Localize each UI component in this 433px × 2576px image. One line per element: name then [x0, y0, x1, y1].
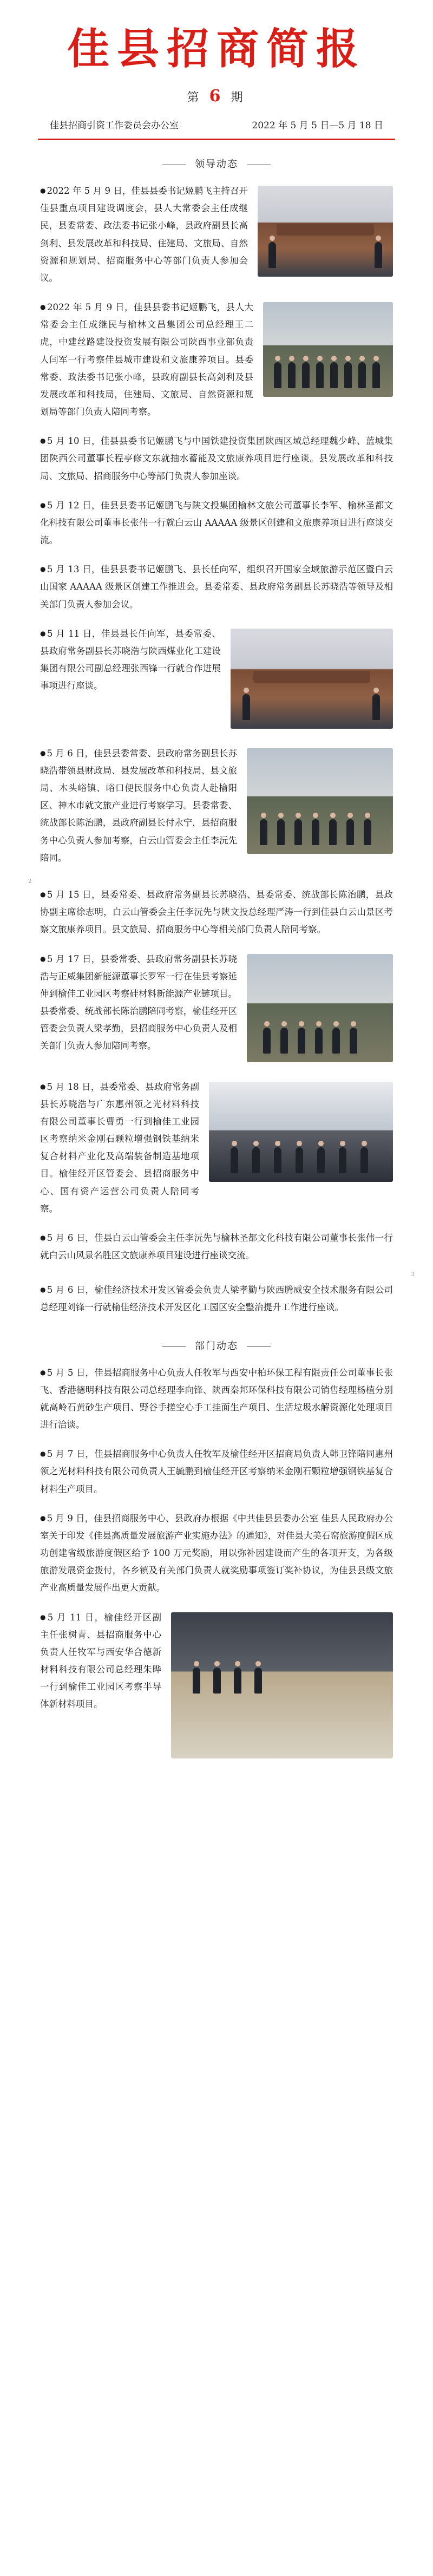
news-item	[40, 433, 393, 485]
news-text: 5 月 12 日，佳县县委书记姬鹏飞与陕文投集团榆林文旅公司董事长李军、榆林圣都文化科技有限公司董事长张伟一行就白云山 AAAAA 级景区创建和文旅康养项目进行座谈交流。	[40, 500, 393, 546]
section-title-leaders	[0, 156, 433, 171]
bullet-icon: ●	[40, 629, 47, 637]
bullet-icon: ●	[40, 437, 46, 445]
bullet-icon: ●	[40, 1613, 47, 1621]
news-photo-meeting	[258, 186, 393, 277]
newsletter-title: 佳县招商简报	[67, 25, 366, 74]
photo-person	[234, 1668, 241, 1694]
news-text: 5 月 18 日，县委常委、县政府常务副县长苏晓浩与广东惠州领之光材料科技有限公司董事长曹勇一行到榆佳工业园区考察纳米金刚石颗粒增强钢铁基纳米复合材料产业化及高端装备制造基地项目。榆佳经开区管委会、县招商服务中心、国有资产运营公司负责人陪同考察。	[40, 1081, 199, 1214]
bullet-icon: ●	[40, 1514, 46, 1522]
news-item	[40, 1078, 393, 1218]
photo-table	[253, 671, 370, 683]
photo-person	[260, 819, 267, 845]
news-text: 5 月 9 日，佳县招商服务中心、县政府办根据《中共佳县县委办公室 佳县人民政府办公室关于印发《佳县高质量发展旅游产业实施办法》的通知》，对佳县大美石窑旅游度假区成功创建省级旅游度假区给予 100 万元奖励，用以弥补因建设而产生的各项开支，为各级旅游发展资金拨付，各乡镇及有关部门负责人就奖励事项签订奖补协议，为佳县县级文旅产业高质量发展作出更大贡献。	[40, 1513, 393, 1593]
issue-prefix: 第	[187, 91, 202, 104]
news-photo-hall	[209, 1082, 393, 1182]
news-text: 5 月 10 日，佳县县委书记姬鹏飞与中国铁建投资集团陕西区域总经理魏少峰、蓝城集团陕西公司董事长程亭修文东就抽水蓄能及文旅康养项目进行座谈。县发展改革和科技局、文旅局、招商服务中心等部门负责人参加座谈。	[40, 436, 393, 481]
photo-person	[315, 1028, 323, 1054]
photo-person	[375, 242, 382, 268]
news-text: 5 月 11 日，榆佳经开区副主任张树青、县招商服务中心负责人任牧军与西安华合德新材料科技有限公司总经理朱晔一行到榆佳工业园区考察半导体新材料项目。	[40, 1612, 161, 1710]
photo-person	[302, 362, 310, 388]
date-range: 2022 年 5 月 5 日—5 月 18 日	[252, 120, 383, 131]
department-news	[0, 1364, 433, 1763]
bullet-icon: ●	[40, 187, 46, 194]
photo-person	[346, 819, 354, 845]
news-text: 5 月 6 日，佳县白云山管委会主任李沅先与榆林圣都文化科技有限公司董事长张伟一行就白云山风景名胜区文旅康养项目建设进行座谈交流。	[40, 1232, 393, 1261]
news-item	[40, 1609, 393, 1763]
news-text: 5 月 6 日，佳县县委常委、县政府常务副县长苏晓浩带领县财政局、县发展改革和科技局、县文旅局、木头峪镇、峪口便民服务中心负责人赴榆阳区、神木市就文旅产业进行考察学习。县委常委、统战部长陈治鹏，县政府副县长付永宁，县招商服务中心负责人参加考察，白云山管委会主任李沅先陪同。	[40, 748, 237, 863]
news-item	[40, 625, 393, 733]
news-text: 2022 年 5 月 9 日，佳县县委书记姬鹏飞，县人大常委会主任成继民与榆林文昌集团公司总经理王二虎，中建丝路建设投资发展有限公司陕西事业部负责人闫军一行考察佳县城市建设和文旅康养项目。县委常委、政法委书记张小峰，县政府副县长高剑利及县发展改革和科技局，住建局、文旅局、自然资源和规划局等部门负责人陪同考察。	[40, 302, 253, 417]
photo-person	[298, 1028, 305, 1054]
news-text: 5 月 17 日，县委常委、县政府常务副县长苏晓浩与正威集团新能源董事长罗军一行在佳县考察延伸到榆佳工业园区考察硅材料新能源产业链项目。县委常委、统战部长陈治鹏陪同考察，榆佳经开区管委会负责人梁孝勤，县招商服务中心负责人及相关部门负责人参加陪同考察。	[40, 953, 237, 1051]
bullet-icon: ●	[40, 501, 46, 509]
photo-person	[288, 362, 296, 388]
section-title-departments	[0, 1338, 433, 1352]
news-item	[40, 886, 393, 939]
photo-person	[274, 362, 281, 388]
photo-person	[268, 242, 276, 268]
photo-person	[360, 1147, 368, 1173]
news-item	[40, 1510, 393, 1597]
publisher: 佳县招商引资工作委员会办公室	[50, 120, 179, 131]
photo-person	[330, 362, 338, 388]
news-text: 5 月 7 日，佳县招商服务中心负责人任牧军及榆佳经开区招商局负责人韩卫锋陪同惠州领之光材料科技有限公司负责人王毓鹏到榆佳经开区考察纳米金刚石颗粒增强钢铁基复合材料生产项目。	[40, 1449, 393, 1494]
bullet-icon: ●	[40, 954, 46, 963]
issue-suffix: 期	[231, 91, 246, 104]
photo-person	[242, 694, 250, 720]
photo-person	[277, 819, 285, 845]
photo-person	[294, 819, 302, 845]
issue-number: 6	[209, 87, 224, 106]
news-item	[40, 497, 393, 550]
news-text: 5 月 15 日，县委常委、县政府常务副县长苏晓浩、县委常委、统战部长陈治鹏，县政协副主席徐志明，白云山管委会主任李沅先与陕文投总经理严涛一行到佳县白云山景区考察文旅康养项目。县文旅局、招商服务中心等相关部门负责人陪同考察。	[40, 889, 393, 935]
photo-person	[263, 1028, 271, 1054]
section-label: 领导动态	[195, 159, 238, 170]
news-item	[40, 561, 393, 613]
photo-person	[372, 362, 380, 388]
news-item	[40, 299, 393, 421]
bullet-icon: ●	[40, 1368, 46, 1376]
news-text: 5 月 11 日，佳县县长任向军，县委常委、县政府常务副县长苏晓浩与陕西煤业化工建设集团有限公司副总经理张西锋一行就合作进展事项进行座谈。	[40, 628, 221, 691]
section-label: 部门动态	[195, 1340, 238, 1352]
news-text: 5 月 13 日，佳县县委书记姬鹏飞、县长任向军，组织召开国家全域旅游示范区暨白云山国家 AAAAA 级景区创建工作推进会。县委常委、县政府常务副县长苏晓浩等领导及相关部门负责人参加会议。	[40, 564, 393, 610]
photo-person	[231, 1147, 238, 1173]
news-item	[40, 745, 393, 867]
photo-table	[277, 224, 374, 236]
news-item	[40, 1364, 393, 1434]
news-photo-sandtable	[171, 1612, 393, 1758]
photo-person	[274, 1147, 281, 1173]
news-item	[40, 1446, 393, 1498]
photo-person	[213, 1668, 221, 1694]
page-number: 2	[28, 878, 32, 885]
photo-person	[364, 819, 371, 845]
news-text: 5 月 5 日，佳县招商服务中心负责人任牧军与西安中柏环保工程有限责任公司董事长张飞、香港德明科技有限公司总经理李向锋、陕西秦邦环保科技有限公司销售经理杨植分别就高岭石黄砂生产项目、野谷手搓空心手工挂面生产项目、生活垃圾水解资源化处理项目进行洽谈。	[40, 1367, 393, 1430]
page-number: 3	[411, 1272, 415, 1278]
news-item	[40, 182, 393, 287]
photo-person	[350, 1028, 357, 1054]
bullet-icon: ●	[40, 1082, 46, 1090]
photo-person	[358, 362, 366, 388]
page-marker	[28, 878, 393, 886]
bullet-icon: ●	[40, 890, 46, 898]
photo-person	[254, 1668, 262, 1694]
bullet-icon: ●	[40, 749, 46, 757]
photo-person	[339, 1147, 346, 1173]
news-item	[40, 1282, 393, 1316]
photo-person	[312, 819, 319, 845]
photo-person	[332, 1028, 340, 1054]
masthead-meta	[0, 117, 433, 131]
photo-person	[329, 819, 337, 845]
news-photo-outdoor	[247, 748, 393, 854]
photo-person	[344, 362, 352, 388]
bullet-icon: ●	[40, 303, 47, 311]
photo-person	[193, 1668, 200, 1694]
news-photo-outdoor	[247, 954, 393, 1062]
photo-person	[296, 1147, 303, 1173]
bullet-icon: ●	[40, 1286, 46, 1294]
photo-person	[280, 1028, 288, 1054]
news-photo-outdoor	[263, 302, 393, 397]
news-item	[40, 951, 393, 1067]
bullet-icon: ●	[40, 1450, 46, 1458]
photo-person	[316, 362, 324, 388]
issue-line	[0, 87, 433, 106]
bullet-icon: ●	[40, 1233, 46, 1241]
news-text: 5 月 6 日，榆佳经济技术开发区管委会负责人梁孝勤与陕西腾威安全技术服务有限公司总经理刘锋一行就榆佳经济技术开发区化工园区安全整治提升工作进行座谈。	[40, 1285, 393, 1313]
leader-news	[0, 182, 433, 1317]
bullet-icon: ●	[40, 565, 46, 573]
photo-person	[372, 694, 380, 720]
page-marker	[40, 1272, 415, 1282]
news-photo-meeting	[231, 629, 393, 729]
news-item	[40, 1230, 393, 1264]
photo-person	[252, 1147, 260, 1173]
photo-person	[317, 1147, 325, 1173]
masthead	[0, 0, 433, 140]
news-text: 2022 年 5 月 9 日，佳县县委书记姬鹏飞主持召开佳县重点项目建设调度会，县人大常委会主任成继民，县委常委、政法委书记张小峰，县政府副县长高剑利、县发展改革和科技局、住建局、文旅局、自然资源和规划局、招商服务中心等部门负责人参加会议。	[40, 186, 248, 283]
masthead-rule	[38, 139, 395, 140]
